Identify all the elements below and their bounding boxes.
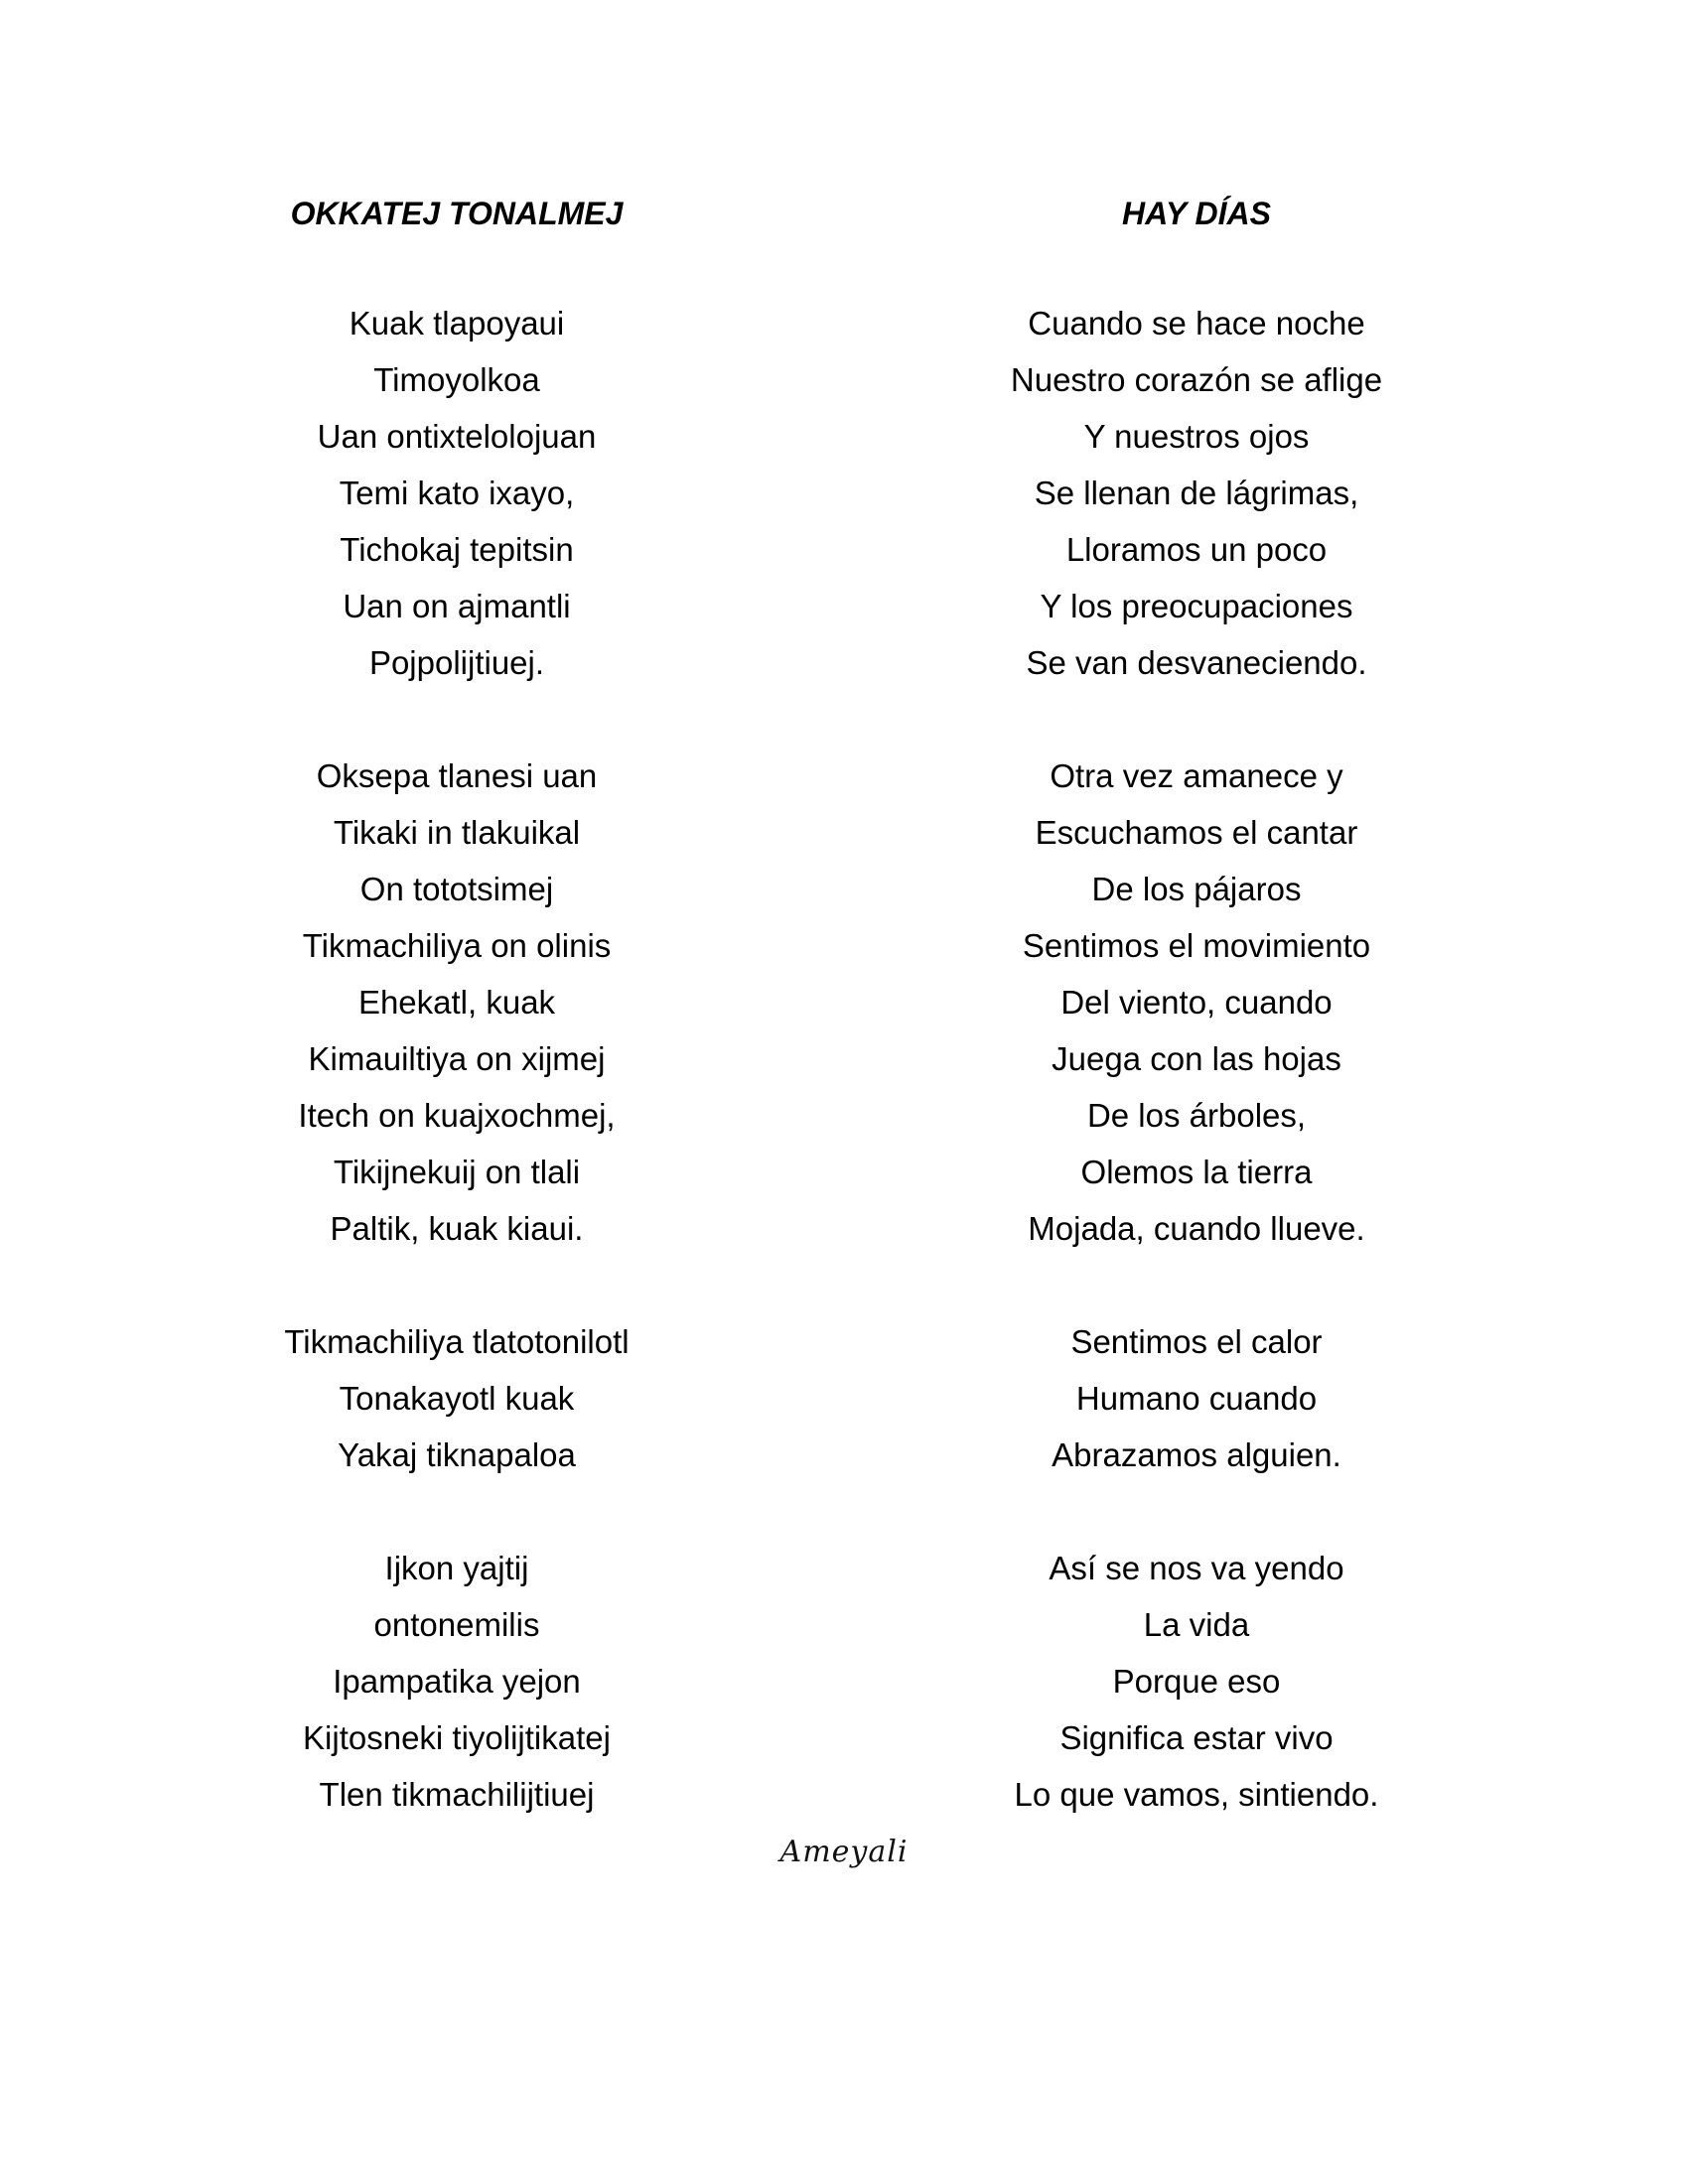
poem-line: Pojpolijtiuej. (368, 644, 545, 681)
poem-line: Ijkon yajtij (384, 1550, 529, 1586)
poem-line: Significa estar vivo (1059, 1719, 1334, 1756)
poem-line: Tikaki in tlakuikal (333, 814, 581, 851)
poem-line: Temi kato ixayo, (339, 475, 575, 511)
poem-line: Uan on ajmantli (343, 588, 571, 624)
poem-line: Lloramos un poco (1065, 531, 1328, 568)
poem-line: Nuestro corazón se aflige (1010, 361, 1383, 398)
poem-line: Kijtosneki tiyolijtikatej (303, 1719, 611, 1756)
poem-line: Tikmachiliya tlatotonilotl (284, 1323, 630, 1360)
poem-line: Así se nos va yendo (1049, 1550, 1344, 1586)
poem-line: La vida (1143, 1606, 1250, 1643)
poem-line: Lo que vamos, sintiendo. (1014, 1776, 1379, 1813)
nahuatl-stanza-2 (213, 748, 700, 1257)
poem-line: Tichokaj tepitsin (340, 531, 574, 568)
poem-line: Otra vez amanece y (1050, 757, 1343, 794)
poem-line: Tikijnekuij on tlali (333, 1154, 581, 1190)
poem-line: Y los preocupaciones (1040, 588, 1353, 624)
poem-line: Abrazamos alguien. (1052, 1436, 1341, 1473)
poem-line: Paltik, kuak kiaui. (330, 1210, 584, 1247)
nahuatl-stanza-4 (213, 1540, 700, 1823)
poem-line: Tikmachiliya on olinis (302, 927, 612, 964)
poem-line: Del viento, cuando (1060, 984, 1333, 1021)
poem-line: Ehekatl, kuak (357, 984, 556, 1021)
poem-line: Humano cuando (1075, 1380, 1318, 1417)
spanish-stanza-1 (943, 295, 1450, 691)
poem-line: Itech on kuajxochmej, (298, 1097, 616, 1134)
poem-line: Yakaj tiknapaloa (338, 1436, 576, 1473)
spanish-stanza-4 (943, 1540, 1450, 1823)
nahuatl-stanza-1 (213, 295, 700, 691)
poem-line: Y nuestros ojos (1083, 418, 1310, 455)
poem-line: Se llenan de lágrimas, (1034, 475, 1359, 511)
poem-line: Uan ontixtelolojuan (317, 418, 597, 455)
poem-line: Oksepa tlanesi uan (316, 757, 598, 794)
poem-line: Porque eso (1112, 1663, 1281, 1700)
poem-line: De los pájaros (1091, 871, 1302, 907)
spanish-stanza-2 (943, 748, 1450, 1257)
poem-line: Kuak tlapoyaui (349, 305, 565, 341)
nahuatl-title: OKKATEJ TONALMEJ (290, 196, 624, 231)
poem-line: On tototsimej (359, 871, 554, 907)
nahuatl-poem (213, 189, 700, 1879)
poem-line: De los árboles, (1086, 1097, 1307, 1134)
poem-line: Ipampatika yejon (333, 1663, 581, 1700)
poem-line: ontonemilis (373, 1606, 540, 1643)
poem-line: Olemos la tierra (1080, 1154, 1313, 1190)
poem-line: Sentimos el movimiento (1022, 927, 1371, 964)
poem-line: Se van desvaneciendo. (1026, 644, 1367, 681)
spanish-poem (943, 189, 1450, 1879)
poem-line: Tonakayotl kuak (339, 1380, 575, 1417)
nahuatl-stanza-3 (213, 1313, 700, 1483)
poem-line: Juega con las hojas (1052, 1040, 1341, 1077)
author-signature: Ameyali (779, 1835, 909, 1869)
spanish-title: HAY DÍAS (1122, 196, 1271, 231)
poem-line: Sentimos el calor (1070, 1323, 1323, 1360)
poem-line: Tlen tikmachilijtiuej (319, 1776, 595, 1813)
poem-line: Timoyolkoa (373, 361, 540, 398)
poem-line: Escuchamos el cantar (1035, 814, 1358, 851)
poem-line: Cuando se hace noche (1028, 305, 1365, 341)
poem-line: Kimauiltiya on xijmej (308, 1040, 606, 1077)
spanish-stanza-3 (943, 1313, 1450, 1483)
poem-line: Mojada, cuando llueve. (1028, 1210, 1365, 1247)
